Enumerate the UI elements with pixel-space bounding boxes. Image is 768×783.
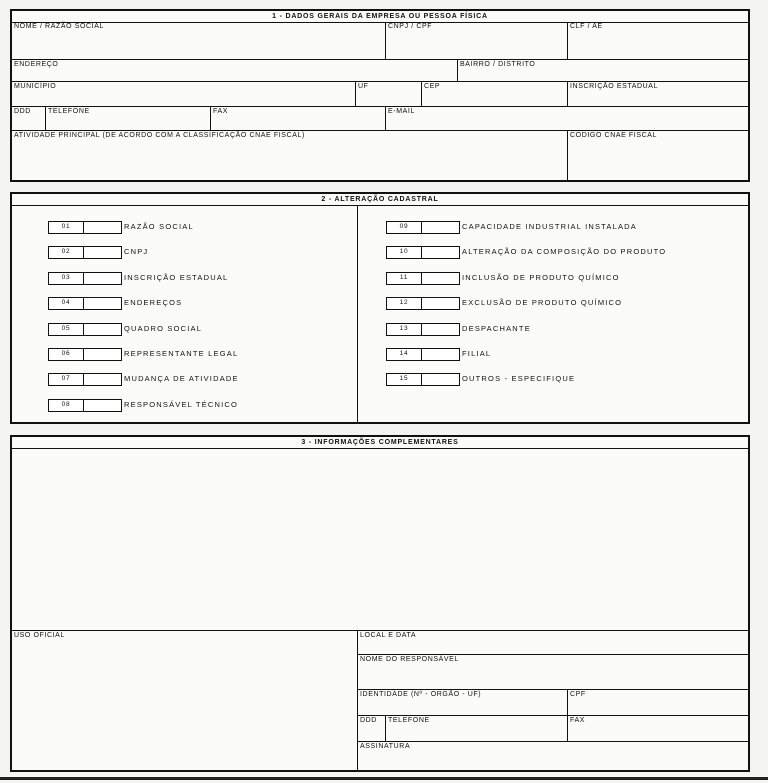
field-atividade-principal[interactable] [12,131,568,180]
field-uf[interactable] [356,82,422,107]
label-inscricao-estadual: INSCRIÇÃO ESTADUAL [570,83,659,90]
option-code: 11 [387,273,422,284]
field-clf-ae[interactable] [568,22,748,60]
option-checkbox[interactable] [386,246,460,259]
option-code: 09 [387,222,422,233]
option-label: DESPACHANTE [462,323,531,333]
option-label: CNPJ [124,247,149,257]
field-telefone-responsavel[interactable] [386,716,568,742]
label-nome-razao-social: NOME / RAZÃO SOCIAL [14,23,104,30]
field-municipio[interactable] [12,82,356,107]
label-telefone: TELEFONE [48,108,90,115]
option-checkbox[interactable] [386,297,460,310]
section-dados-gerais [10,9,750,182]
label-cpf: CPF [570,691,586,698]
option-checkbox[interactable] [48,246,122,259]
field-local-data[interactable] [358,631,748,655]
label-cnpj-cpf: CNPJ / CPF [388,23,433,30]
field-ddd-responsavel[interactable] [358,716,386,742]
label-assinatura: ASSINATURA [360,743,411,750]
option-checkbox[interactable] [48,348,122,361]
option-14[interactable] [386,348,686,362]
label-email: E-MAIL [388,108,415,115]
field-telefone[interactable] [46,107,211,131]
option-code: 13 [387,324,422,335]
label-ddd-responsavel: DDD [360,717,377,724]
option-code: 08 [49,400,84,411]
option-01[interactable] [48,221,348,235]
section-1-title: 1 - DADOS GERAIS DA EMPRESA OU PESSOA FÍSICA [12,11,748,23]
section-3-title: 3 - INFORMAÇÕES COMPLEMENTARES [12,437,748,449]
option-code: 06 [49,349,84,360]
option-label: INCLUSÃO DE PRODUTO QUÍMICO [462,272,620,282]
option-label: EXCLUSÃO DE PRODUTO QUÍMICO [462,298,623,308]
field-cnpj-cpf[interactable] [386,22,568,60]
label-ddd: DDD [14,108,31,115]
option-code: 07 [49,374,84,385]
option-03[interactable] [48,272,348,286]
option-code: 10 [387,247,422,258]
field-endereco[interactable] [12,60,458,82]
label-fax-responsavel: FAX [570,717,586,724]
field-bairro-distrito[interactable] [458,60,748,82]
option-13[interactable] [386,323,686,337]
section-informacoes-complementares [10,435,750,772]
option-code: 04 [49,298,84,309]
label-local-data: LOCAL E DATA [360,632,417,639]
option-checkbox[interactable] [48,297,122,310]
option-11[interactable] [386,272,686,286]
option-15[interactable] [386,373,686,387]
option-checkbox[interactable] [386,348,460,361]
option-label: OUTROS - ESPECIFIQUE [462,374,576,384]
page-bottom-rule [0,777,768,780]
field-ddd[interactable] [12,107,46,131]
option-06[interactable] [48,348,348,362]
label-endereco: ENDEREÇO [14,61,59,68]
label-identidade: IDENTIDADE (Nº - ÓRGÃO - UF) [360,691,482,698]
option-10[interactable] [386,246,686,260]
label-clf-ae: CLF / AE [570,23,603,30]
field-nome-razao-social[interactable] [12,22,386,60]
option-code: 02 [49,247,84,258]
label-bairro-distrito: BAIRRO / DISTRITO [460,61,536,68]
option-04[interactable] [48,297,348,311]
informacoes-complementares-area[interactable] [12,448,748,631]
option-code: 01 [49,222,84,233]
label-uso-oficial: USO OFICIAL [14,632,65,639]
option-checkbox[interactable] [48,272,122,285]
option-checkbox[interactable] [48,323,122,336]
option-05[interactable] [48,323,348,337]
label-fax: FAX [213,108,229,115]
option-checkbox[interactable] [48,221,122,234]
field-fax-responsavel[interactable] [568,716,748,742]
option-label: ENDEREÇOS [124,298,183,308]
field-codigo-cnae[interactable] [568,131,748,180]
option-checkbox[interactable] [386,221,460,234]
option-checkbox[interactable] [386,373,460,386]
option-checkbox[interactable] [48,399,122,412]
option-code: 15 [387,374,422,385]
field-fax[interactable] [211,107,386,131]
option-label: CAPACIDADE INDUSTRIAL INSTALADA [462,222,638,231]
section-alteracao-cadastral [10,192,750,424]
field-cep[interactable] [422,82,568,107]
option-code: 03 [49,273,84,284]
option-label: FILIAL [462,349,492,358]
option-label: QUADRO SOCIAL [124,323,203,333]
option-09[interactable] [386,221,686,235]
option-code: 05 [49,324,84,335]
option-checkbox[interactable] [48,373,122,386]
field-email[interactable] [386,107,748,131]
field-identidade[interactable] [358,690,568,716]
label-atividade-principal: ATIVIDADE PRINCIPAL (DE ACORDO COM A CLASSIFICAÇÃO CNAE FISCAL) [14,132,305,139]
field-uso-oficial [12,631,358,770]
option-checkbox[interactable] [386,272,460,285]
field-inscricao-estadual[interactable] [568,82,748,107]
option-label: MUDANÇA DE ATIVIDADE [124,374,239,384]
label-nome-responsavel: NOME DO RESPONSÁVEL [360,656,459,663]
option-02[interactable] [48,246,348,260]
option-08[interactable] [48,399,348,413]
label-telefone-responsavel: TELEFONE [388,717,430,724]
field-assinatura[interactable] [358,742,748,770]
option-code: 12 [387,298,422,309]
option-label: REPRESENTANTE LEGAL [124,349,239,358]
section-2-divider [357,205,358,422]
field-cpf[interactable] [568,690,748,716]
label-uf: UF [358,83,369,90]
option-label: RAZÃO SOCIAL [124,222,194,231]
option-12[interactable] [386,297,686,311]
label-cep: CEP [424,83,441,90]
label-codigo-cnae: CÓDIGO CNAE FISCAL [570,132,658,139]
option-label: RESPONSÁVEL TÉCNICO [124,399,239,409]
option-checkbox[interactable] [386,323,460,336]
field-nome-responsavel[interactable] [358,655,748,690]
label-municipio: MUNICÍPIO [14,83,57,90]
option-label: ALTERAÇÃO DA COMPOSIÇÃO DO PRODUTO [462,247,667,257]
option-label: INSCRIÇÃO ESTADUAL [124,272,229,282]
option-07[interactable] [48,373,348,387]
section-2-title: 2 - ALTERAÇÃO CADASTRAL [12,194,748,206]
option-code: 14 [387,349,422,360]
